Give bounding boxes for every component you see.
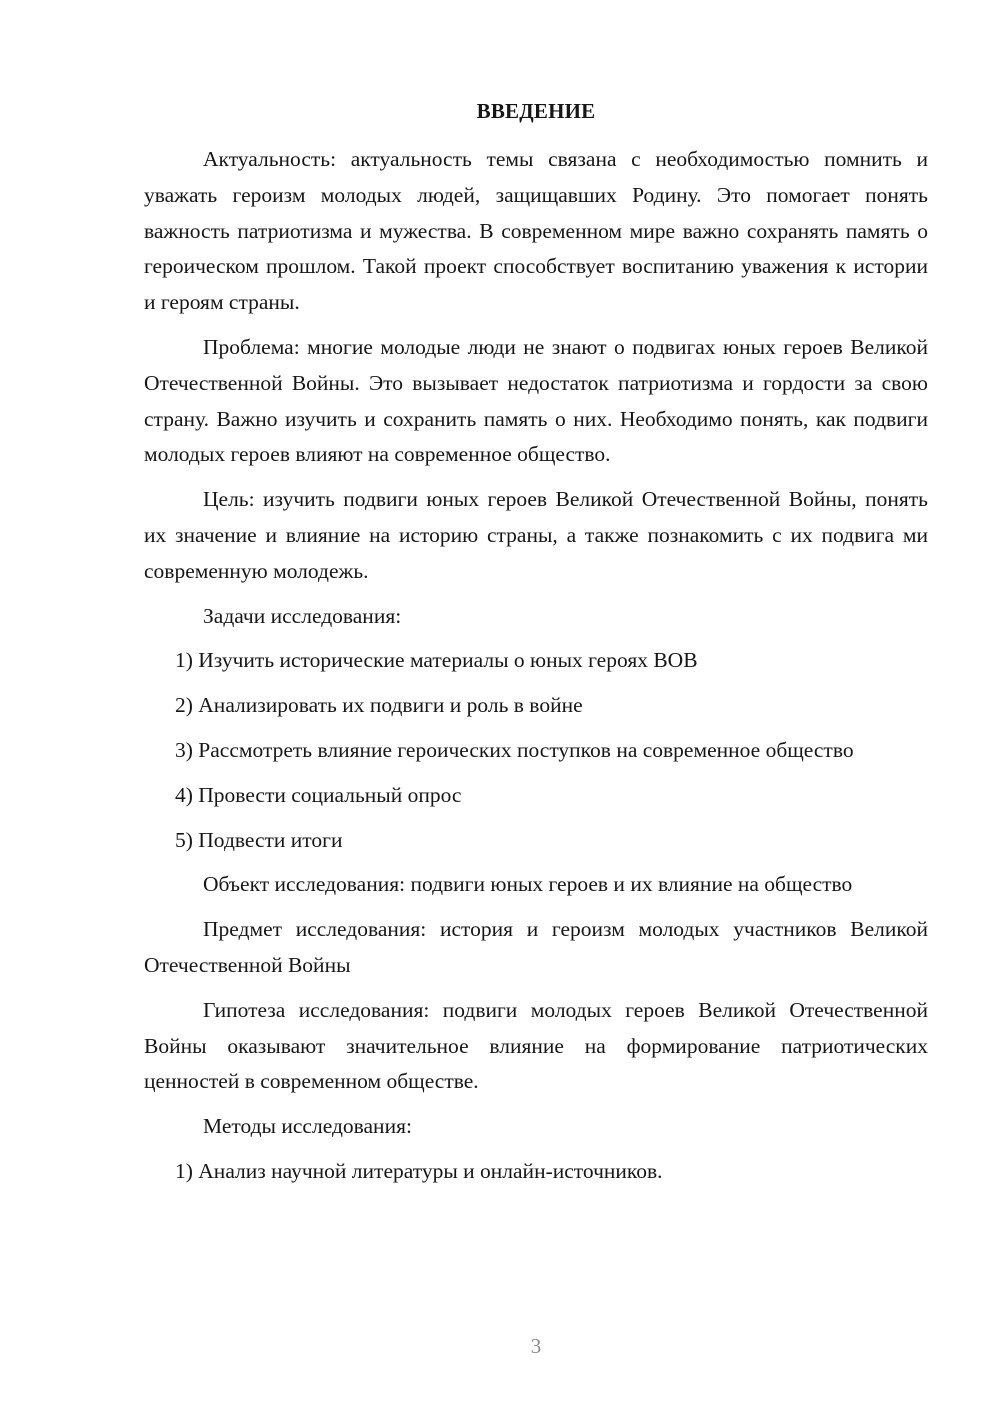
task-item-5: 5) Подвести итоги — [175, 827, 343, 852]
problem-paragraph: Проблема: многие молодые люди не знают о подвигах юных героев Великой Отечественной Войны. Это вызывает недостаток патриотизма и гордости за свою страну. Важно изучить и сохранить память о них. Необходимо понять, как подвиги молодых героев влияют на современное общество. — [144, 334, 928, 467]
method-item-1: 1) Анализ научной литературы и онлайн-источников. — [175, 1158, 663, 1183]
hypothesis-paragraph: Гипотеза исследования: подвиги молодых героев Великой Отечественной Войны оказывают значительное влияние на формирование патриотических ценностей в современном обществе. — [144, 997, 928, 1094]
methods-heading: Методы исследования: — [203, 1114, 412, 1139]
task-item-2: 2) Анализировать их подвиги и роль в войне — [175, 693, 583, 718]
section-title: ВВЕДЕНИЕ — [476, 99, 596, 123]
relevance-paragraph: Актуальность: актуальность темы связана с необходимостью помнить и уважать героизм молодых людей, защищавших Родину. Это помогает понять важность патриотизма и мужества. В современном мире важно сохранять память о героическом прошлом. Такой проект способствует воспитанию уважения к истории и героям страны. — [144, 147, 928, 315]
task-item-3: 3) Рассмотреть влияние героических поступков на современное общество — [175, 737, 854, 762]
task-item-4: 4) Провести социальный опрос — [175, 782, 462, 807]
section-body — [144, 142, 928, 1199]
task-item-1: 1) Изучить исторические материалы о юных героях ВОВ — [175, 648, 698, 673]
subject-paragraph: Предмет исследования: история и героизм молодых участников Великой Отечественной Войны — [144, 917, 928, 977]
page-number: 3 — [530, 1334, 542, 1358]
tasks-heading: Задачи исследования: — [203, 603, 402, 628]
goal-paragraph: Цель: изучить подвиги юных героев Великой Отечественной Войны, понять их значение и влияние на историю страны, а также познакомить с их подвига ми современную молодежь. — [144, 487, 928, 583]
object-paragraph: Объект исследования: подвиги юных героев и их влияние на общество — [203, 872, 853, 897]
